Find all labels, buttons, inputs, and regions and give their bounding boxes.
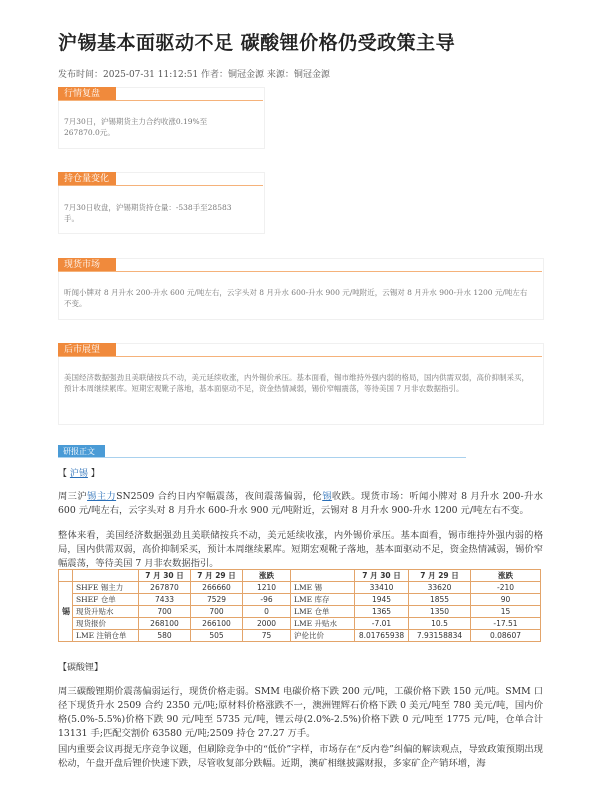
table-cell: 266660 <box>191 582 243 594</box>
header-cell: 7 月 29 日 <box>191 570 243 582</box>
lithium-paragraph-1: 周三碳酸锂期价震荡偏弱运行，现货价格走弱。SMM 电碳价格下跌 200 元/吨，工碳价格下跌 150 元/吨。SMM 口径下现货升水 2509 合约 2350 元/吨;原材料价格涨跌不一，澳洲锂辉石价格下跌 0 美元/吨至 780 美元/吨，国内价格(5.0%-5.5%)价格下跌 90 元/吨至 5735 元/吨，锂云母(2.0%-2.5%)价格下跌 0 元/吨至 1775 元/吨，仓单合计 13131 手;匹配交割价 63580 元/吨;2509 持仓 27.27 万手。 <box>58 686 543 739</box>
table-cell: 7433 <box>139 594 191 606</box>
header-cell <box>73 570 139 582</box>
table-cell: 700 <box>139 606 191 618</box>
tin-paragraph-1 <box>58 490 543 518</box>
tin-data-table <box>58 569 541 642</box>
table-cell: 580 <box>139 630 191 642</box>
lithium-paragraph-2: 国内重要会议再提无序竞争议题，但刷除竞争中的“低价”字样，市场存在“反内卷”纠偏的解读观点，导致政策预期出现松动，午盘开盘后锂价快速下跌，尽管收复部分跌幅。近期，澳矿相继披露财报，多家矿企产销环增，海 <box>58 744 543 769</box>
table-cell: 1210 <box>243 582 291 594</box>
lithium-heading: 【碳酸锂】 <box>58 663 104 673</box>
header-cell: 7 月 29 日 <box>409 570 471 582</box>
table-cell: 1945 <box>355 594 409 606</box>
table-cell: 268100 <box>139 618 191 630</box>
article-title: 沪锡基本面驱动不足 碳酸锂价格仍受政策主导 <box>58 32 456 54</box>
text: 收跌。现货市场：听闻小牌对 8 月升水 200-升水 600 元/吨左右，云字头对 8 月升水 600-升水 900 元/吨附近，云锡对 8 月升水 900-升水 1200 元/吨左右不变。 <box>58 491 543 516</box>
table-cell: 7529 <box>191 594 243 606</box>
table-cell: 266100 <box>191 618 243 630</box>
table-cell: 8.01765938 <box>355 630 409 642</box>
section-text-position-change: 7月30日收盘，沪锡期货持仓量：-538手至28583手。 <box>64 203 232 223</box>
table-cell: 10.5 <box>409 618 471 630</box>
table-cell: LME 注销仓单 <box>73 630 139 642</box>
table-cell: 现货报价 <box>73 618 139 630</box>
table-cell: 0.08607 <box>471 630 541 642</box>
section-head-market-review: 行情复盘 <box>58 87 116 101</box>
tin-link[interactable]: 沪锡 <box>69 469 88 479</box>
header-cell: 涨跌 <box>471 570 541 582</box>
header-cell: 7 月 30 日 <box>355 570 409 582</box>
table-side-label: 锡 <box>59 582 73 642</box>
table-row <box>59 582 541 594</box>
table-cell: 沪伦比价 <box>291 630 355 642</box>
section-divider <box>58 185 263 186</box>
section-text-spot-market: 听闻小牌对 8 月升水 200-升水 600 元/吨左右，云字头对 8 月升水 600-升水 900 元/吨附近，云锡对 8 月升水 900-升水 1200 元/吨左右不变。 <box>64 288 528 308</box>
table-cell: 75 <box>243 630 291 642</box>
tin-heading <box>58 466 100 479</box>
section-text-market-review: 7月30日，沪锡期货主力合约收涨0.19%至267870.0元。 <box>64 117 208 137</box>
table-cell: 267870 <box>139 582 191 594</box>
table-cell: -96 <box>243 594 291 606</box>
text: SN2509 合约日内窄幅震荡，夜间震荡偏弱，伦 <box>116 491 323 502</box>
text: 周三沪 <box>58 491 88 502</box>
table-row <box>59 618 541 630</box>
lme-tin-link[interactable]: 锡 <box>322 491 332 502</box>
table-cell: 现货升贴水 <box>73 606 139 618</box>
table-cell: LME 库存 <box>291 594 355 606</box>
table-cell: 33620 <box>409 582 471 594</box>
table-corner <box>59 570 73 582</box>
tin-paragraph-2: 整体来看，美国经济数据强劲且美联储按兵不动，美元延续收涨，内外锡价承压。基本面看，锡市维持外强内弱的格局，国内供需双弱，高价抑制采买，预计本周继续累库。短期宏观靴子落地，基本面驱动不足，资金热情减弱，锡价窄幅震荡，等待美国 7 月非农数据指引。 <box>58 530 543 569</box>
section-divider <box>58 100 263 101</box>
table-cell: 0 <box>243 606 291 618</box>
section-text-outlook: 美国经济数据强劲且美联储按兵不动，美元延续收涨，内外锡价承压。基本面看，锡市维持外强内弱的格局，国内供需双弱，高价抑制采买，预计本周继续累库。短期宏观靴子落地，基本面驱动不足，资金热情减弱，锡价窄幅震荡，等待美国 7 月非农数据指引。 <box>64 373 529 393</box>
header-cell: 7 月 30 日 <box>139 570 191 582</box>
section-head-position-change: 持仓量变化 <box>58 172 116 186</box>
table-row <box>59 606 541 618</box>
section-divider <box>58 271 542 272</box>
research-head: 研报正文 <box>58 445 105 458</box>
section-head-spot-market: 现货市场 <box>58 258 116 272</box>
table-cell: SHFE 锡主力 <box>73 582 139 594</box>
table-cell: LME 升贴水 <box>291 618 355 630</box>
table-cell: 700 <box>191 606 243 618</box>
table-cell: 7.93158834 <box>409 630 471 642</box>
table-row <box>59 630 541 642</box>
table-cell: 1350 <box>409 606 471 618</box>
table-cell: -210 <box>471 582 541 594</box>
bracket-open: 【 <box>58 469 68 479</box>
article-meta: 发布时间：2025-07-31 11:12:51 作者：铜冠金源 来源：铜冠金源 <box>58 70 330 80</box>
table-cell: LME 仓单 <box>291 606 355 618</box>
table-cell: 90 <box>471 594 541 606</box>
table-row <box>59 594 541 606</box>
tin-main-link[interactable]: 锡主力 <box>87 491 117 502</box>
bracket-close: 】 <box>90 469 100 479</box>
header-cell: 涨跌 <box>243 570 291 582</box>
table-cell: 505 <box>191 630 243 642</box>
header-cell <box>291 570 355 582</box>
table-cell: SHEF 仓单 <box>73 594 139 606</box>
table-cell: 1365 <box>355 606 409 618</box>
table-cell: -17.51 <box>471 618 541 630</box>
table-cell: 15 <box>471 606 541 618</box>
table-cell: LME 锡 <box>291 582 355 594</box>
research-divider <box>58 457 466 458</box>
table-cell: 2000 <box>243 618 291 630</box>
table-header-row <box>59 570 541 582</box>
section-divider <box>58 356 542 357</box>
table-cell: -7.01 <box>355 618 409 630</box>
section-head-outlook: 后市展望 <box>58 343 116 357</box>
table-cell: 33410 <box>355 582 409 594</box>
table-cell: 1855 <box>409 594 471 606</box>
